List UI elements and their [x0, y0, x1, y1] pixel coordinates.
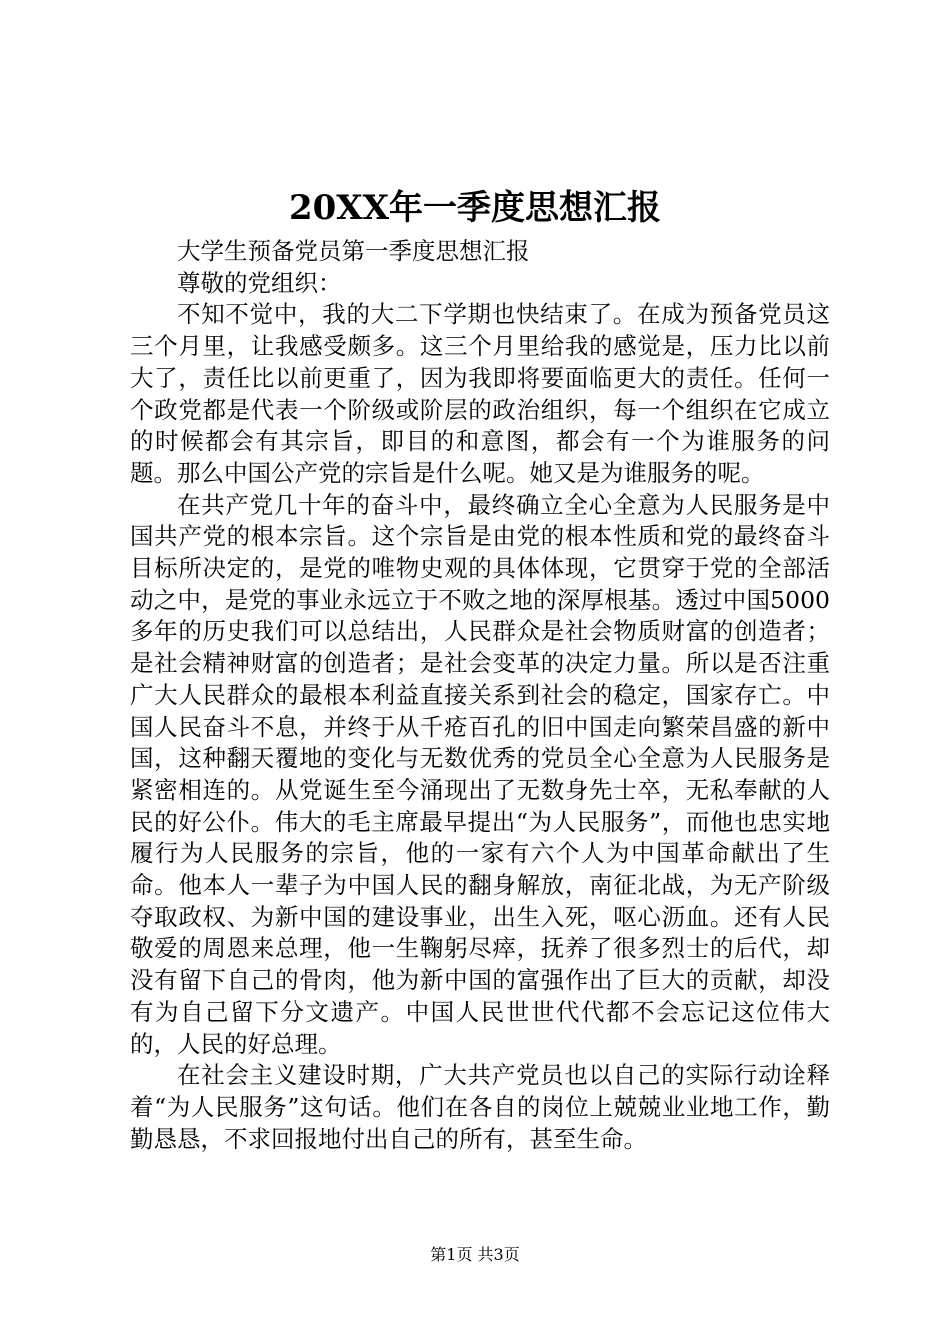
subtitle-paragraph: 大学生预备党员第一季度思想汇报 [177, 237, 530, 265]
page-number-footer: 第1页 共3页 [430, 1245, 520, 1264]
salutation-paragraph: 尊敬的党组织： [177, 268, 342, 297]
body-paragraph: 不知不觉中，我的大二下学期也快结束了。在成为预备党员这三个月里，让我感受颇多。这三个月里给我的感觉是，压力比以前大了，责任比以前更重了，因为我即将要面临更大的责任。任何一个政党都是代表一个阶级或阶层的政治组织，每一个组织在它成立的时候都会有其宗旨，即目的和意图，都会有一个为谁服务的问题。那么中国公产党的宗旨是什么呢。她又是为谁服务的呢。 [130, 300, 830, 487]
document-body [130, 236, 830, 1155]
body-paragraph: 在共产党几十年的奋斗中，最终确立全心全意为人民服务是中国共产党的根本宗旨。这个宗旨是由党的根本性质和党的最终奋斗目标所决定的，是党的唯物史观的具体体现，它贯穿于党的全部活动之中，是党的事业永远立于不败之地的深厚根基。透过中国5000多年的历史我们可以总结出，人民群众是社会物质财富的创造者；是社会精神财富的创造者；是社会变革的决定力量。所以是否注重广大人民群众的最根本利益直接关系到社会的稳定，国家存亡。中国人民奋斗不息，并终于从千疮百孔的旧中国走向繁荣昌盛的新中国，这种翻天覆地的变化与无数优秀的党员全心全意为人民服务是紧密相连的。从党诞生至今涌现出了无数身先士卒，无私奉献的人民的好公仆。伟大的毛主席最早提出“为人民服务”，而他也忠实地履行为人民服务的宗旨，他的一家有六个人为中国革命献出了生命。他本人一辈子为中国人民的翻身解放，南征北战，为无产阶级夺取政权、为新中国的建设事业，出生入死，呕心沥血。还有人民敬爱的周恩来总理，他一生鞠躬尽瘁，抚养了很多烈士的后代，却没有留下自己的骨肉，他为新中国的富强作出了巨大的贡献，却没有为自己留下分文遗产。中国人民世世代代都不会忘记这位伟大的，人民的好总理。 [130, 490, 830, 1058]
body-paragraph: 在社会主义建设时期，广大共产党员也以自己的实际行动诠释着“为人民服务”这句话。他们在各自的岗位上兢兢业业地工作，勤勤恳恳，不求回报地付出自己的所有，甚至生命。 [130, 1061, 830, 1153]
document-title: 20XX年一季度思想汇报 [288, 188, 662, 228]
